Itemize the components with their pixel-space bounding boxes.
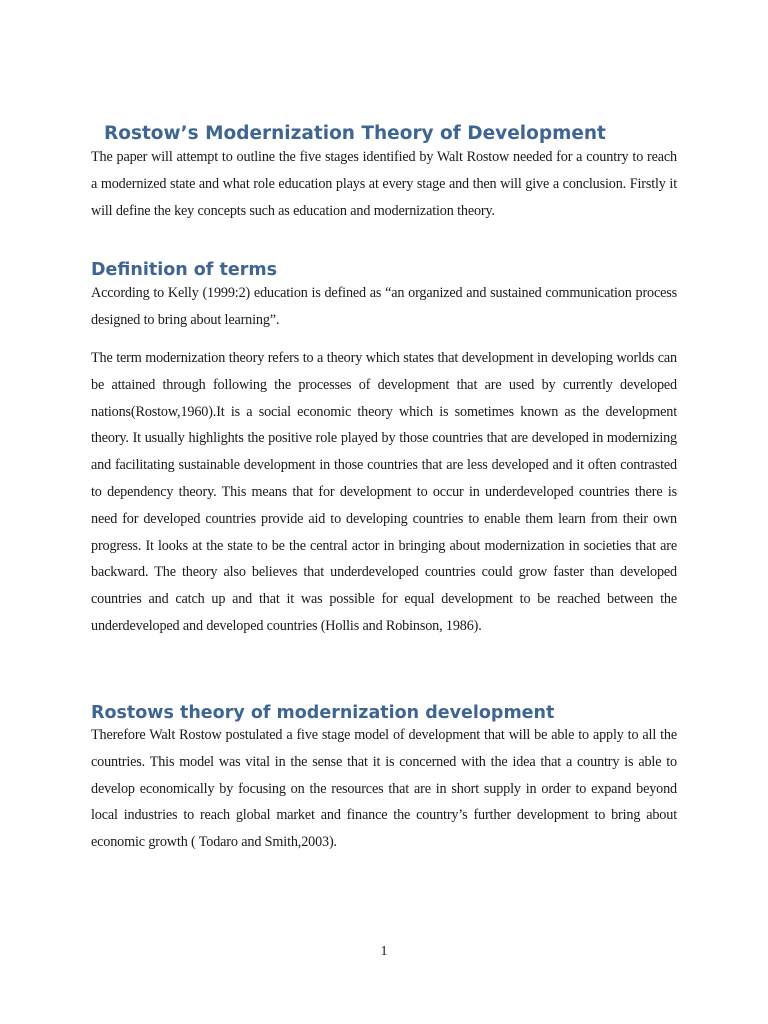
kelly-definition-paragraph: According to Kelly (1999:2) education is defined as “an organized and sustained communication process designed to bring about learning”. (91, 285, 677, 328)
rostow-model-paragraph: Therefore Walt Rostow postulated a five stage model of development that will be able to apply to all the countries. This model was vital in the sense that it is concerned with the idea that a country is able to develop economically by focusing on the resources that are in short supply in order to expand beyond local industries to reach global market and finance the country’s further development to bring about economic growth ( Todaro and Smith,2003). (91, 727, 677, 851)
section-heading-definition-of-terms: Definition of terms (91, 260, 278, 280)
modernization-theory-paragraph: The term modernization theory refers to a theory which states that development in developing worlds can be attained through following the processes of development that are used by currently developed nations(Rostow,1960).It is a social economic theory which is sometimes known as the development theory. It usually highlights the positive role played by those countries that are developed in modernizing and facilitating sustainable development in those countries that are less developed and it often contrasted to dependency theory. This means that for development to occur in underdeveloped countries there is need for developed countries provide aid to developing countries to enable them learn from their own progress. It looks at the state to be the central actor in bringing about modernization in societies that are backward. The theory also believes that underdeveloped countries could grow faster than developed countries and catch up and that it was possible for equal development to be reached between the underdeveloped and developed countries (Hollis and Robinson, 1986). (91, 350, 677, 634)
section-heading-rostows-theory: Rostows theory of modernization development (91, 703, 555, 723)
page-number: 1 (380, 944, 388, 959)
document-title: Rostow’s Modernization Theory of Development (104, 123, 606, 144)
intro-paragraph: The paper will attempt to outline the five stages identified by Walt Rostow needed for a country to reach a modernized state and what role education plays at every stage and then will give a conclusion. Firstly it will define the key concepts such as education and modernization theory. (91, 149, 677, 219)
